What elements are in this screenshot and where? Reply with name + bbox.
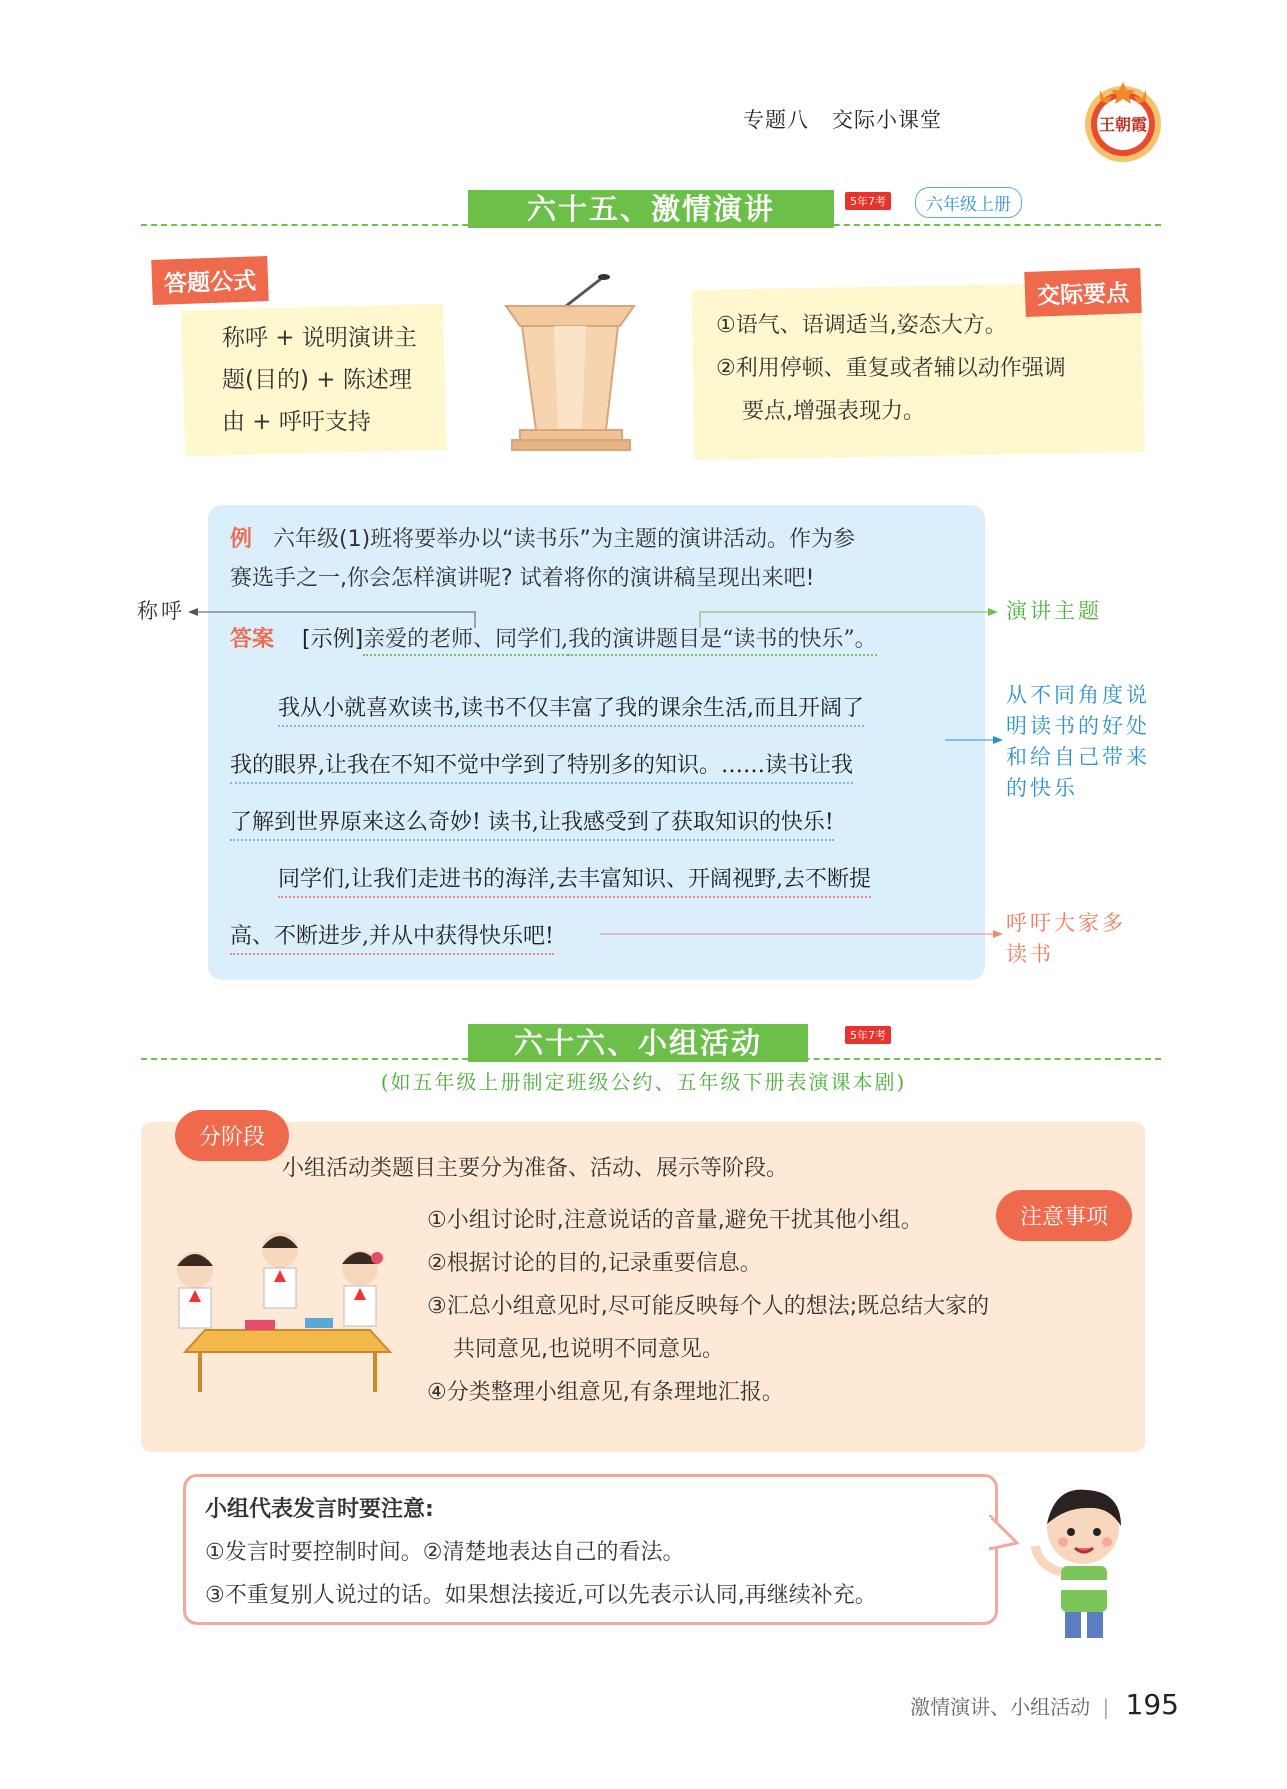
annotation-line: 明读书的好处 xyxy=(1006,714,1150,738)
answer-line: 我的眼界,让我在不知不觉中学到了特别多的知识。……读书让我 xyxy=(230,753,853,784)
formula-line: 称呼 + 说明演讲主 xyxy=(222,325,417,351)
answer-prefix: [示例] xyxy=(302,627,364,652)
svg-text:王朝霞: 王朝霞 xyxy=(1098,115,1148,134)
example-marker: 例 xyxy=(230,527,253,552)
speech-tip-line: ③不重复别人说过的话。如果想法接近,可以先表示认同,再继续补充。 xyxy=(205,1583,877,1608)
annotation-line: 的快乐 xyxy=(1006,776,1078,800)
annotation-line: 从不同角度说 xyxy=(1006,683,1150,707)
lesson-subtitle-66: (如五年级上册制定班级公约、五年级下册表演课本剧) xyxy=(380,1070,907,1094)
exam-frequency-badge-66: 5年7考 xyxy=(845,1026,891,1044)
children-discussion-illustration xyxy=(165,1220,410,1395)
formula-label: 答题公式 xyxy=(151,256,268,305)
boy-illustration xyxy=(1025,1480,1135,1645)
answer-line: 了解到世界原来这么奇妙! 读书,让我感受到了获取知识的快乐! xyxy=(230,810,834,841)
tip-item: ②根据讨论的目的,记录重要信息。 xyxy=(427,1251,762,1276)
speech-box-pointer xyxy=(989,1515,1019,1555)
grade-tag: 六年级上册 xyxy=(915,187,1022,218)
header-section: 交际小课堂 xyxy=(832,108,942,132)
speech-tips-content xyxy=(205,1488,877,1617)
key-points-label: 交际要点 xyxy=(1024,268,1141,317)
annotation-line: 读书 xyxy=(1006,942,1054,966)
tip-item: ①小组讨论时,注意说话的音量,避免干扰其他小组。 xyxy=(427,1208,923,1233)
annotation-line: 和给自己带来 xyxy=(1006,745,1150,769)
annotation-topic: 演讲主题 xyxy=(1006,599,1102,623)
formula-line: 题(目的) + 陈述理 xyxy=(222,367,412,393)
answer-line: 同学们,让我们走进书的海洋,去丰富知识、开阔视野,去不断提 xyxy=(278,867,871,898)
formula-line: 由 + 呼吁支持 xyxy=(222,409,371,435)
tips-list xyxy=(427,1199,989,1414)
example-question-line: 六年级(1)班将要举办以“读书乐”为主题的演讲活动。作为参 xyxy=(273,527,855,552)
annotation-reasons xyxy=(1006,680,1150,804)
answer-line: 我从小就喜欢读书,读书不仅丰富了我的课余生活,而且开阔了 xyxy=(278,696,864,727)
page-footer: 激情演讲、小组活动 | 195 xyxy=(910,1688,1179,1721)
annotation-greeting: 称呼 xyxy=(137,599,185,623)
header-topic: 专题八 xyxy=(742,108,809,132)
key-point: ②利用停顿、重复或者辅以动作强调 xyxy=(716,356,1066,381)
answer-greeting: 亲爱的老师、同学们, xyxy=(363,627,568,656)
tip-item: 共同意见,也说明不同意见。 xyxy=(453,1337,724,1362)
answer-marker: 答案 xyxy=(230,627,275,652)
notice-label-bubble: 注意事项 xyxy=(996,1190,1132,1241)
answer-line: 高、不断进步,并从中获得快乐吧! xyxy=(230,924,554,955)
speech-tips-title: 小组代表发言时要注意: xyxy=(205,1497,434,1522)
lesson-title-65: 六十五、激情演讲 xyxy=(468,190,834,228)
stage-label-bubble: 分阶段 xyxy=(175,1110,289,1161)
key-point: ①语气、语调适当,姿态大方。 xyxy=(716,313,1007,338)
annotation-line: 呼吁大家多 xyxy=(1006,911,1126,935)
speech-tip-line: ①发言时要控制时间。②清楚地表达自己的看法。 xyxy=(205,1540,685,1565)
stage-text: 小组活动类题目主要分为准备、活动、展示等阶段。 xyxy=(282,1156,789,1181)
lesson-title-66: 六十六、小组活动 xyxy=(468,1024,808,1062)
exam-frequency-badge-65: 5年7考 xyxy=(845,192,891,210)
tip-item: ③汇总小组意见时,尽可能反映每个人的想法;既总结大家的 xyxy=(427,1294,990,1319)
answer-topic: 我的演讲题目是“读书的快乐”。 xyxy=(568,627,877,656)
tip-item: ④分类整理小组意见,有条理地汇报。 xyxy=(427,1380,784,1405)
page-number: 195 xyxy=(1125,1688,1179,1721)
example-question-line: 赛选手之一,你会怎样演讲呢? 试着将你的演讲稿呈现出来吧! xyxy=(230,566,815,591)
key-point: 要点,增强表现力。 xyxy=(742,399,925,424)
footer-text: 激情演讲、小组活动 xyxy=(910,1695,1091,1719)
annotation-appeal xyxy=(1006,908,1126,970)
